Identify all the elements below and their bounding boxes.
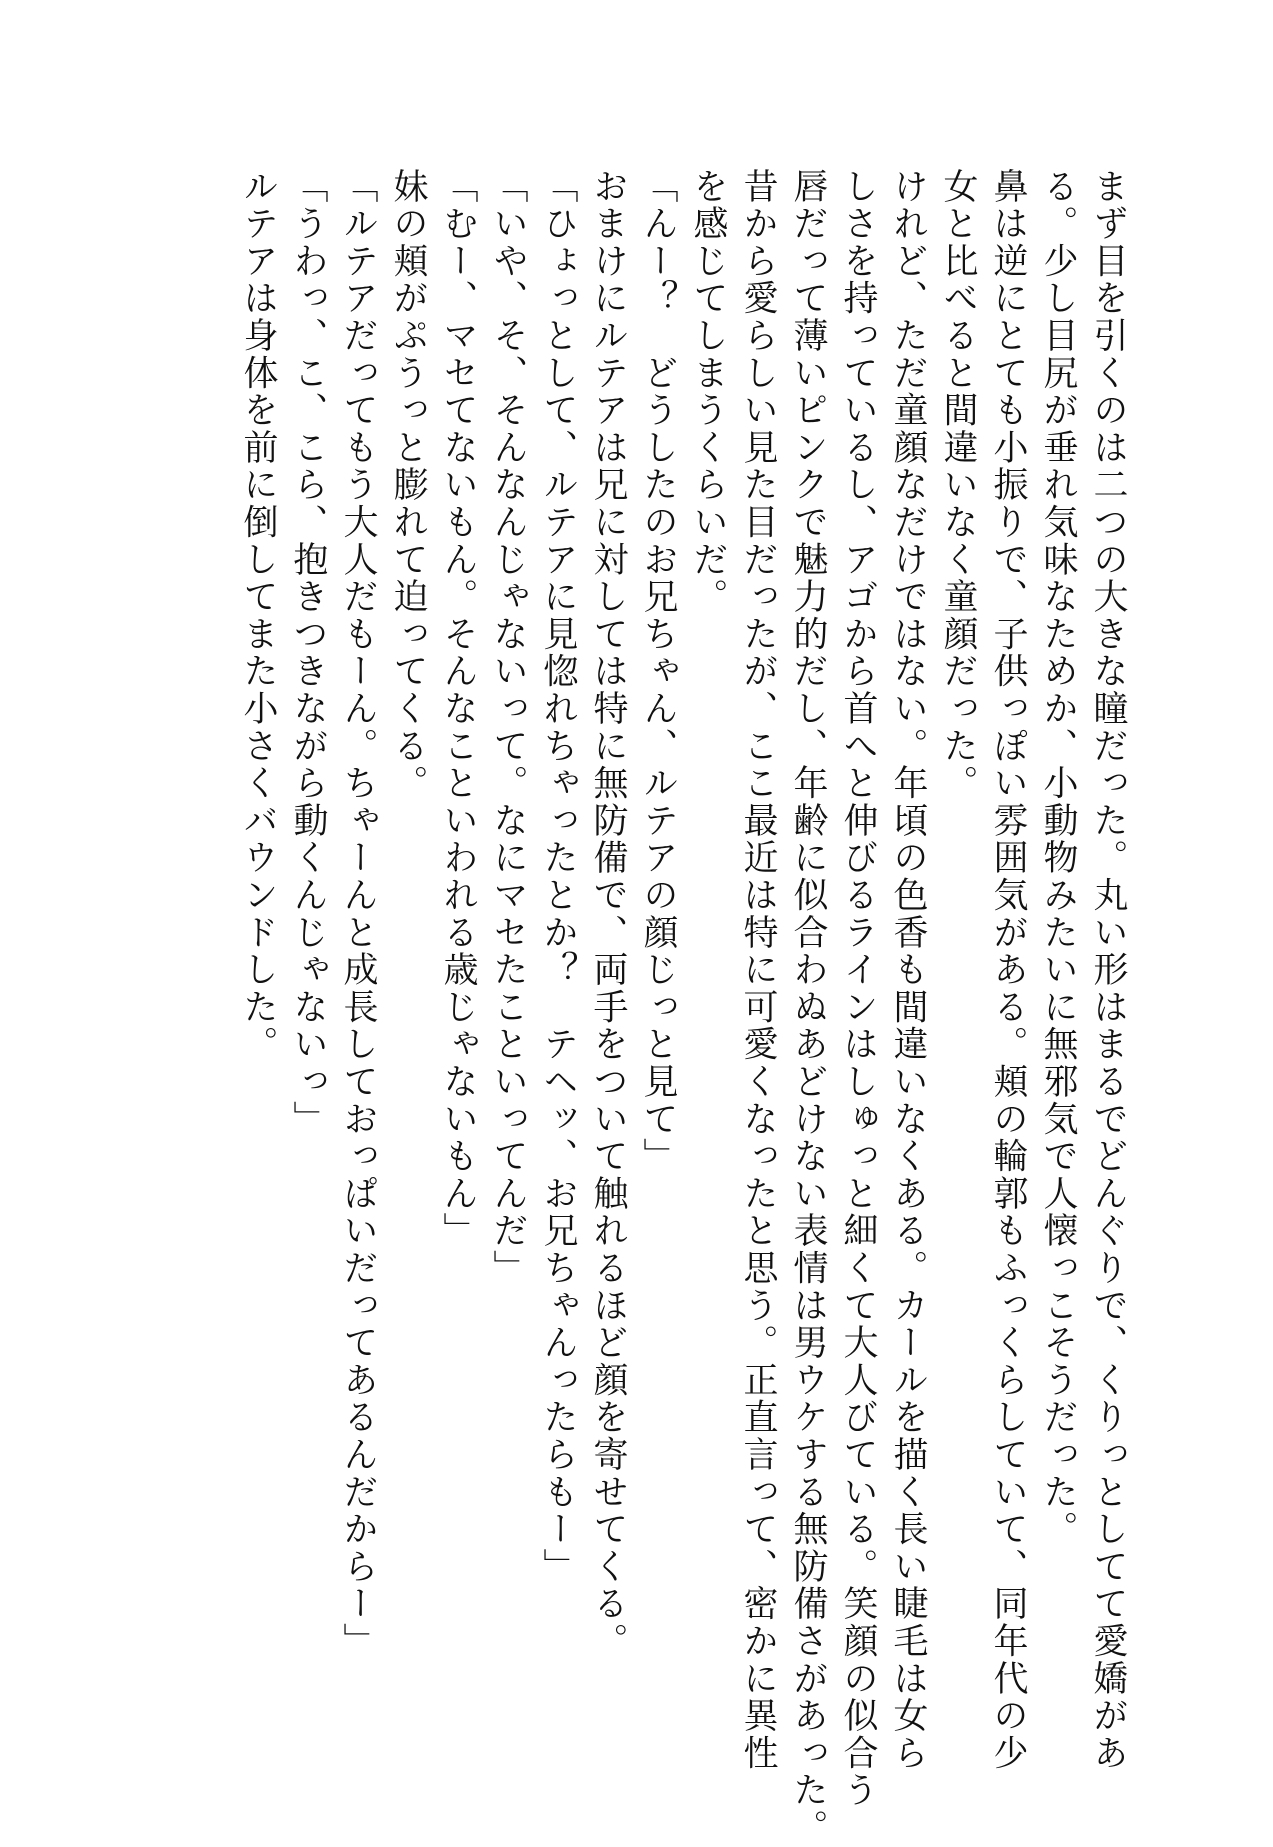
text-line: ルテアは身体を前に倒してまた小さくバウンドした。 <box>238 168 278 1064</box>
text-line: 妹の頬がぷうっと膨れて迫ってくる。 <box>388 168 428 803</box>
text-line: しさを持っているし、アゴから首へと伸びるラインはしゅっと細くて大人びている。笑顔の似合う <box>838 168 878 1810</box>
text-line: おまけにルテアは兄に対しては特に無防備で、両手をついて触れるほど顔を寄せてくる。 <box>588 168 628 1660</box>
text-line: 昔から愛らしい見た目だったが、ここ最近は特に可愛くなったと思う。正直言って、密かに異性 <box>738 168 778 1772</box>
dialogue-line: 「むー、マセてないもん。そんなこといわれる歳じゃないもん」 <box>438 168 478 1250</box>
dialogue-line: 「んー？ どうしたのお兄ちゃん、ルテアの顔じっと見て」 <box>638 168 678 1176</box>
dialogue-line: 「ひょっとして、ルテアに見惚れちゃったとか？ テヘッ、お兄ちゃんったらもー」 <box>538 168 578 1586</box>
text-line: 鼻は逆にとても小振りで、子供っぽい雰囲気がある。頬の輪郭もふっくらしていて、同年代の少 <box>988 168 1028 1772</box>
text-line: けれど、ただ童顔なだけではない。年頃の色香も間違いなくある。カールを描く長い睫毛は女ら <box>888 168 928 1772</box>
dialogue-line: 「いや、そ、そんなんじゃないって。なにマセたこといってんだ」 <box>488 168 528 1287</box>
dialogue-line: 「ルテアだってもう大人だもーん。ちゃーんと成長しておっぱいだってあるんだからー」 <box>338 168 378 1660</box>
text-line: 唇だって薄いピンクで魅力的だし、年齢に似合わぬあどけない表情は男ウケする無防備さがあった。 <box>788 168 828 1847</box>
text-line: る。少し目尻が垂れ気味なためか、小動物みたいに無邪気で人懐っこそうだった。 <box>1038 168 1078 1549</box>
dialogue-line: 「うわっ、こ、こら、抱きつきながら動くんじゃないっ」 <box>288 168 328 1138</box>
text-line: を感じてしまうくらいだ。 <box>688 168 728 616</box>
vertical-text-body <box>233 168 1133 1847</box>
text-line: 女と比べると間違いなく童顔だった。 <box>938 168 978 803</box>
text-line: まず目を引くのは二つの大きな瞳だった。丸い形はまるでどんぐりで、くりっとしてて愛嬌があ <box>1088 168 1128 1772</box>
